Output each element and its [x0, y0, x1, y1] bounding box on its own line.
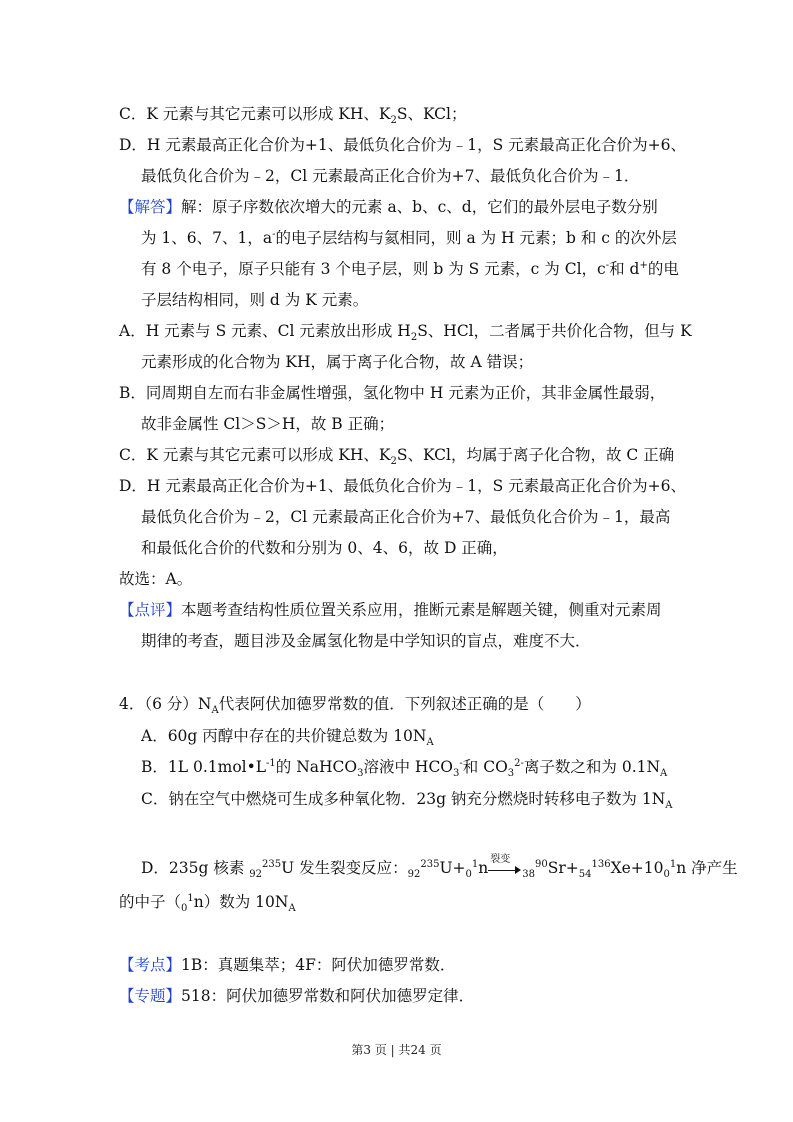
kaodian-line: 【考点】1B：真题集萃；4F：阿伏加德罗常数． — [119, 956, 456, 974]
question4-option-b: B．1L $0.1mol•L^{-1}$的 NaHCO$_3$溶液中 $HCO_3^-$和 $CO_3^{2-}$离子数之和为 $0.1N_A$ — [141, 757, 668, 780]
comment-tag: 【点评】 — [119, 601, 182, 619]
answer-choice: 故选：A。 — [119, 570, 193, 588]
reaction-arrow-label: 裂变 — [490, 854, 511, 865]
answer-option-a-line1: A．H 元素与 S 元素、Cl 元素放出形成 $H_2S$、HCl，二者属于共价化合物，但与 K — [119, 322, 692, 344]
prev-option-c: C．K 元素与其它元素可以形成 KH、$K_2S$、KCl； — [119, 105, 467, 127]
prev-option-d-line1: D．H 元素最高正化合价为+1、最低负化合价为﹣1，S 元素最高正化合价为+6、 — [119, 136, 686, 154]
reaction-arrow-icon — [488, 854, 522, 875]
answer-option-b-line2: 故非金属性 Cl＞S＞H，故 B 正确； — [141, 415, 395, 433]
question4-stem: 4．（6 分）$N_A$代表阿伏加德罗常数的值．下列叙述正确的是（ ） — [119, 695, 591, 717]
answer-line3: 有 8 个电子，原子只能有 3 个电子层，则 b 为 S 元素，c 为 Cl，c-和 d+的电 — [141, 259, 679, 278]
answer-line4: 子层结构相同，则 d 为 K 元素。 — [141, 291, 369, 309]
zhuanti-line: 【专题】518：阿伏加德罗常数和阿伏加德罗定律． — [119, 987, 475, 1005]
question4-option-d-line2: 的中子$(_0^1n)$数为 $10N_A$ — [119, 892, 296, 915]
comment-line2: 期律的考查，题目涉及金属氢化物是中学知识的盲点，难度不大． — [141, 632, 591, 650]
prev-option-d-line2: 最低负化合价为﹣2，Cl 元素最高正化合价为+7、最低负化合价为﹣1． — [141, 167, 640, 185]
answer-line1: 【解答】解：原子序数依次增大的元素 a、b、c、d，它们的最外层电子数分别 — [119, 198, 658, 216]
question4-option-a: A．60g 丙醇中存在的共价键总数为 $10N_A$ — [141, 727, 434, 749]
answer-option-d-line3: 和最低化合价的代数和分别为 0、4、6，故 D 正确， — [141, 539, 508, 557]
answer-tag: 【解答】 — [119, 198, 182, 216]
answer-option-d-line2: 最低负化合价为﹣2，Cl 元素最高正化合价为+7、最低负化合价为﹣1，最高 — [141, 508, 671, 526]
answer-line2: 为 1、6、7、1，a-的电子层结构与氦相同，则 a 为 H 元素；b 和 c 的次外层 — [141, 228, 677, 247]
answer-option-b-line1: B．同周期自左而右非金属性增强，氢化物中 H 元素为正价，其非金属性最弱， — [119, 384, 666, 402]
answer-option-a-line2: 元素形成的化合物为 KH，属于离子化合物，故 A 错误； — [141, 353, 534, 371]
question4-option-d-line1: D．235g 核素 $_{92}^{235}$U 发生裂变反应：$_{92}^{235}U+_0^1n$ 裂变 $_{38}^{90}Sr+_{54}^{136}Xe+10_0^1n$ 净产生 — [141, 858, 738, 878]
answer-option-d-line1: D．H 元素最高正化合价为+1、最低负化合价为﹣1，S 元素最高正化合价为+6、 — [119, 477, 686, 495]
question4-option-c: C．钠在空气中燃烧可生成多种氧化物．23g 钠充分燃烧时转移电子数为 $1N_A$ — [141, 790, 673, 812]
page-footer: 第3 页 | 共24 页 — [351, 1043, 442, 1057]
answer-option-c: C．K 元素与其它元素可以形成 KH、$K_2S$、KCl，均属于离子化合物，故 C 正确 — [119, 446, 675, 468]
comment-line1: 【点评】本题考查结构性质位置关系应用，推断元素是解题关键，侧重对元素周 — [119, 601, 662, 619]
zhuanti-tag: 【专题】 — [119, 987, 182, 1005]
kaodian-tag: 【考点】 — [119, 956, 182, 974]
